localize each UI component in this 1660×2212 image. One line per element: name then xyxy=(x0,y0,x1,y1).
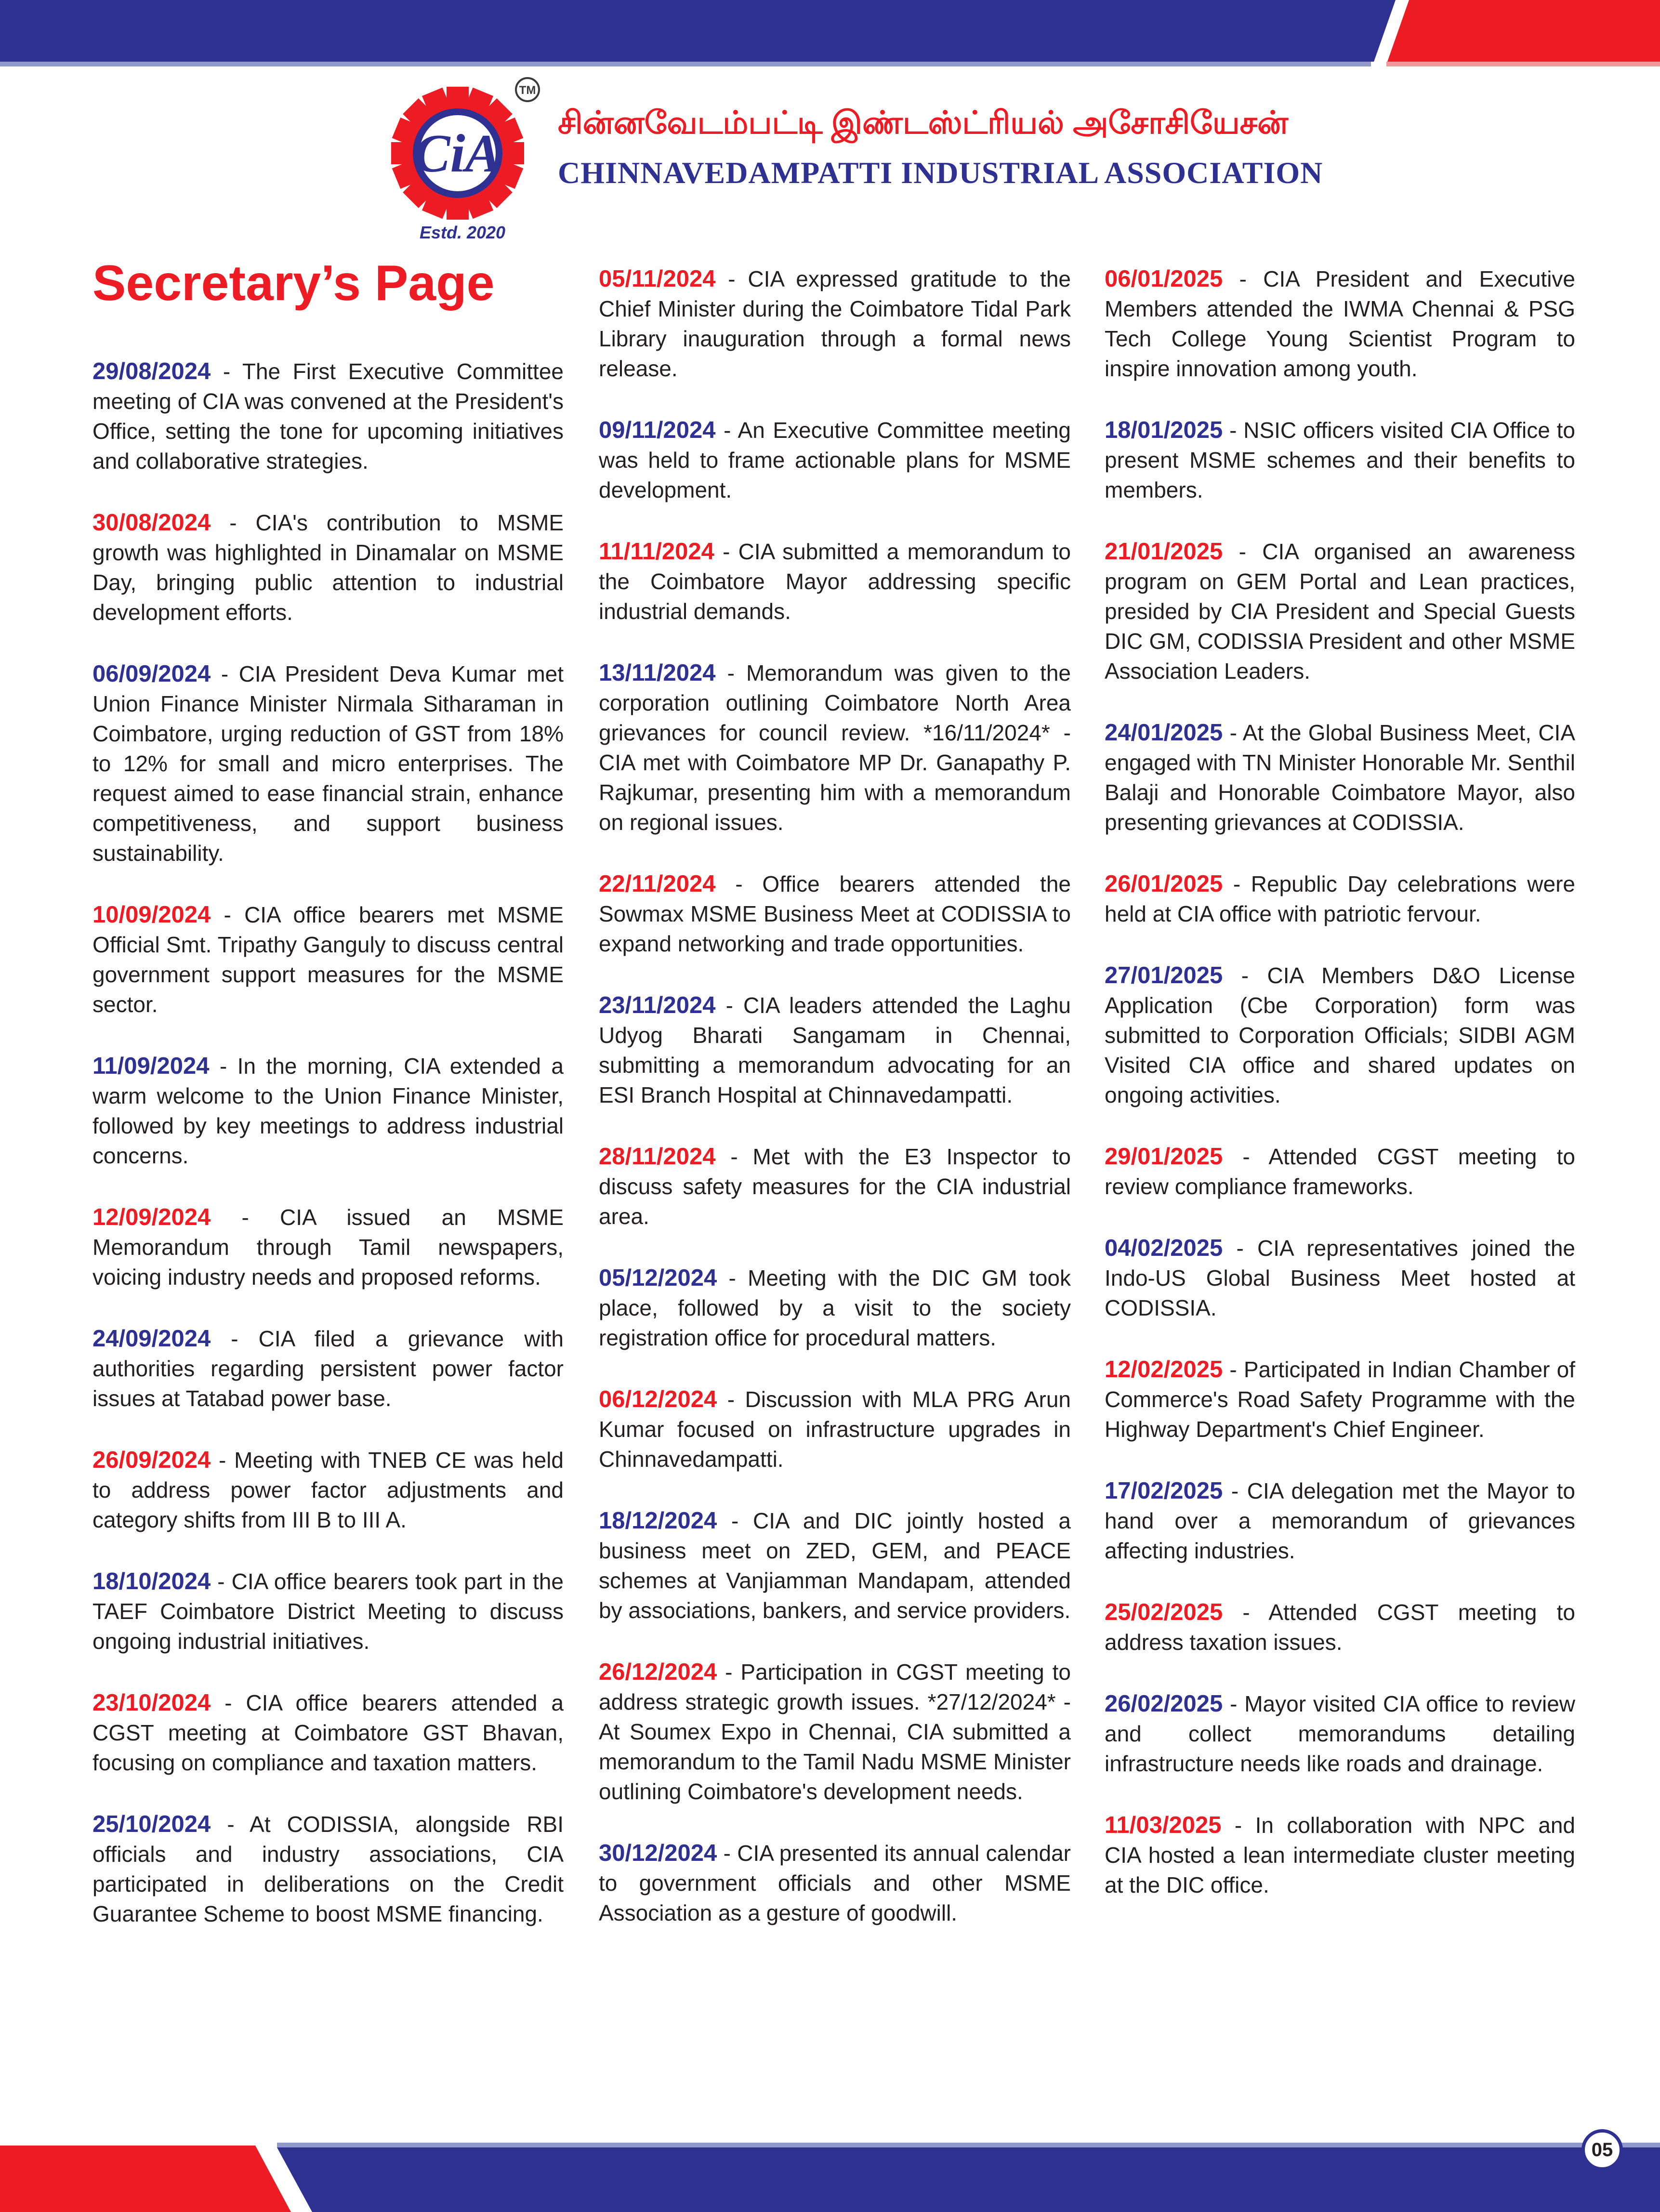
entry-text: - At the Global Business Meet, CIA engaged with TN Minister Honorable Mr. Senthil Balaji and Honorable Coimbatore Mayor, also presenting grievances at CODISSIA. xyxy=(1105,720,1576,835)
entry-text: - The First Executive Committee meeting of CIA was convened at the President's Office, setting the tone for upcoming initiatives and collaborative strategies. xyxy=(92,359,564,474)
top-banner xyxy=(0,0,1660,67)
entry-text: - Meeting with TNEB CE was held to address power factor adjustments and category shifts from III B to III A. xyxy=(92,1448,564,1532)
entry-date: 26/12/2024 xyxy=(599,1659,717,1685)
entry-text: - Participated in Indian Chamber of Commerce's Road Safety Programme with the Highway Department's Chief Engineer. xyxy=(1105,1357,1575,1442)
entry-text: - CIA representatives joined the Indo-US Global Business Meet hosted at CODISSIA. xyxy=(1105,1236,1575,1320)
events-column-3 xyxy=(1105,264,1575,1900)
bottom-banner xyxy=(0,2143,1660,2212)
entry-text: - An Executive Committee meeting was held to frame actionable plans for MSME development. xyxy=(599,418,1071,502)
event-entry xyxy=(599,658,1071,837)
event-entry xyxy=(92,1809,564,1929)
entry-date: 23/10/2024 xyxy=(92,1690,211,1716)
entry-date: 30/08/2024 xyxy=(92,510,211,536)
entry-text: - CIA Members D&O License Application (Cbe Corporation) form was submitted to Corporation Officials; SIDBI AGM Visited CIA office and shared updates on ongoing activities. xyxy=(1105,963,1575,1107)
bottom-banner-blue-overline xyxy=(277,2143,1660,2147)
entry-text: - CIA delegation met the Mayor to hand over a memorandum of grievances affecting industries. xyxy=(1105,1478,1575,1563)
entry-date: 27/01/2025 xyxy=(1105,962,1223,988)
entry-date: 28/11/2024 xyxy=(599,1144,716,1170)
event-entry xyxy=(92,1051,564,1171)
entry-date: 29/01/2025 xyxy=(1105,1144,1223,1170)
entry-text: - CIA organised an awareness program on GEM Portal and Lean practices, presided by CIA President and Special Guests DIC GM, CODISSIA President and other MSME Association Leaders. xyxy=(1105,539,1575,684)
entry-date: 10/09/2024 xyxy=(92,902,211,928)
event-entry xyxy=(1105,718,1575,837)
entry-text: - CIA office bearers met MSME Official Smt. Tripathy Ganguly to discuss central government support measures for the MSME sector. xyxy=(92,902,564,1017)
entry-date: 30/12/2024 xyxy=(599,1840,717,1866)
event-entry xyxy=(92,900,564,1019)
event-entry xyxy=(599,1657,1071,1806)
event-entry xyxy=(599,1838,1071,1928)
entry-text: - Attended CGST meeting to address taxation issues. xyxy=(1105,1600,1575,1655)
logo-estd-label: Estd. 2020 xyxy=(419,223,506,242)
entry-text: - In collaboration with NPC and CIA hosted a lean intermediate cluster meeting at the DIC office. xyxy=(1105,1813,1575,1897)
entry-date: 18/01/2025 xyxy=(1105,417,1223,443)
entry-date: 22/11/2024 xyxy=(599,871,716,897)
entry-date: 25/10/2024 xyxy=(92,1811,211,1837)
entry-date: 11/09/2024 xyxy=(92,1053,210,1079)
entry-date: 23/11/2024 xyxy=(599,992,716,1018)
event-entry xyxy=(599,1263,1071,1353)
trademark-icon: TM xyxy=(519,84,536,97)
page-title: Secretary’s Page xyxy=(92,255,495,311)
page-number-badge: 05 xyxy=(1581,2129,1623,2171)
events-column-1 xyxy=(92,356,564,1929)
entry-date: 06/12/2024 xyxy=(599,1386,717,1412)
org-name-tamil: சின்னவேடம்பட்டி இண்டஸ்ட்ரியல் அசோசியேசன் xyxy=(558,105,1289,140)
event-entry xyxy=(599,1384,1071,1474)
event-entry xyxy=(599,990,1071,1110)
entry-text: - Participation in CGST meeting to address strategic growth issues. *27/12/2024* - At Soumex Expo in Chennai, CIA submitted a memorandum to the Tamil Nadu MSME Minister outlining Coimbatore's development needs. xyxy=(599,1659,1071,1804)
entry-text: - CIA and DIC jointly hosted a business meet on ZED, GEM, and PEACE schemes at Vanjiamman Mandapam, attended by associations, bankers, and service providers. xyxy=(599,1508,1071,1623)
entry-text: - NSIC officers visited CIA Office to present MSME schemes and their benefits to members. xyxy=(1105,418,1575,502)
entry-text: - At CODISSIA, alongside RBI officials and industry associations, CIA participated in deliberations on the Credit Guarantee Scheme to boost MSME financing. xyxy=(92,1812,564,1926)
entry-date: 06/09/2024 xyxy=(92,661,211,687)
entry-date: 24/09/2024 xyxy=(92,1326,211,1352)
event-entry xyxy=(1105,961,1575,1110)
entry-date: 05/11/2024 xyxy=(599,266,716,292)
event-entry xyxy=(599,415,1071,505)
event-entry xyxy=(92,508,564,627)
entry-date: 26/01/2025 xyxy=(1105,871,1223,897)
entry-date: 18/10/2024 xyxy=(92,1568,211,1594)
event-entry xyxy=(1105,415,1575,505)
event-entry xyxy=(599,1506,1071,1625)
event-entry xyxy=(599,264,1071,383)
entry-date: 26/09/2024 xyxy=(92,1447,211,1473)
entry-text: - CIA President Deva Kumar met Union Finance Minister Nirmala Sitharaman in Coimbatore, urging reduction of GST from 18% to 12% for small and micro enterprises. The request aimed to ease financial strain, enhance competitiveness, and support business sustainability. xyxy=(92,661,564,866)
entry-date: 11/03/2025 xyxy=(1105,1812,1222,1838)
event-entry xyxy=(1105,869,1575,929)
entry-text: - Meeting with the DIC GM took place, followed by a visit to the society registration office for procedural matters. xyxy=(599,1265,1071,1350)
event-entry xyxy=(92,1324,564,1413)
entry-date: 09/11/2024 xyxy=(599,417,716,443)
entry-text: - Republic Day celebrations were held at CIA office with patriotic fervour. xyxy=(1105,871,1575,926)
event-entry xyxy=(92,1445,564,1535)
event-entry xyxy=(1105,264,1575,383)
event-entry xyxy=(599,869,1071,959)
entry-text: - CIA President and Executive Members attended the IWMA Chennai & PSG Tech College Young Scientist Program to inspire innovation among youth. xyxy=(1105,266,1575,381)
entry-text: - CIA submitted a memorandum to the Coimbatore Mayor addressing specific industrial demands. xyxy=(599,539,1071,624)
entry-date: 29/08/2024 xyxy=(92,358,211,384)
event-entry xyxy=(1105,537,1575,686)
event-entry xyxy=(92,1688,564,1778)
entry-date: 12/09/2024 xyxy=(92,1204,211,1230)
entry-text: - In the morning, CIA extended a warm welcome to the Union Finance Minister, followed by key meetings to address industrial concerns. xyxy=(92,1053,564,1168)
event-entry xyxy=(1105,1142,1575,1201)
entry-date: 05/12/2024 xyxy=(599,1265,717,1291)
entry-date: 21/01/2025 xyxy=(1105,539,1223,565)
entry-text: - CIA presented its annual calendar to government officials and other MSME Association as a gesture of goodwill. xyxy=(599,1841,1071,1925)
entry-text: - CIA office bearers attended a CGST meeting at Coimbatore GST Bhavan, focusing on compliance and taxation matters. xyxy=(92,1690,564,1775)
entry-text: - Mayor visited CIA office to review and collect memorandums detailing infrastructure needs like roads and drainage. xyxy=(1105,1691,1576,1776)
entry-text: - CIA leaders attended the Laghu Udyog Bharati Sangamam in Chennai, submitting a memorandum advocating for an ESI Branch Hospital at Chinnavedampatti. xyxy=(599,993,1071,1107)
entry-text: - Discussion with MLA PRG Arun Kumar focused on infrastructure upgrades in Chinnavedampatti. xyxy=(599,1387,1071,1472)
entry-date: 24/01/2025 xyxy=(1105,720,1223,746)
entry-text: - CIA issued an MSME Memorandum through Tamil newspapers, voicing industry needs and proposed reforms. xyxy=(92,1205,564,1290)
event-entry xyxy=(1105,1810,1575,1900)
event-entry xyxy=(92,1202,564,1292)
entry-text: - Attended CGST meeting to review compliance frameworks. xyxy=(1105,1144,1575,1199)
event-entry xyxy=(1105,1689,1575,1778)
entry-date: 12/02/2025 xyxy=(1105,1356,1223,1382)
org-name-english: CHINNAVEDAMPATTI INDUSTRIAL ASSOCIATION xyxy=(558,156,1323,190)
entry-date: 25/02/2025 xyxy=(1105,1599,1223,1625)
entry-text: - CIA filed a grievance with authorities regarding persistent power factor issues at Tatabad power base. xyxy=(92,1326,564,1411)
event-entry xyxy=(92,1567,564,1656)
entry-date: 11/11/2024 xyxy=(599,539,714,565)
event-entry xyxy=(1105,1476,1575,1566)
entry-text: - Memorandum was given to the corporation outlining Coimbatore North Area grievances for council review. *16/11/2024* - CIA met with Coimbatore MP Dr. Ganapathy P. Rajkumar, presenting him with a memorandum on regional issues. xyxy=(599,660,1071,835)
event-entry xyxy=(1105,1233,1575,1323)
top-banner-blue-underline xyxy=(0,62,1371,66)
entry-text: - Office bearers attended the Sowmax MSME Business Meet at CODISSIA to expand networking and trade opportunities. xyxy=(599,871,1071,956)
cia-gear-logo-icon xyxy=(381,71,544,230)
entry-date: 13/11/2024 xyxy=(599,660,716,686)
entry-date: 04/02/2025 xyxy=(1105,1235,1223,1261)
entry-date: 17/02/2025 xyxy=(1105,1478,1223,1504)
event-entry xyxy=(92,659,564,868)
event-entry xyxy=(599,1142,1071,1231)
event-entry xyxy=(1105,1355,1575,1444)
entry-text: - CIA expressed gratitude to the Chief Minister during the Coimbatore Tidal Park Library inauguration through a formal news release. xyxy=(599,266,1071,381)
top-banner-red-underline xyxy=(1386,62,1660,66)
event-entry xyxy=(92,356,564,476)
entry-text: - CIA's contribution to MSME growth was highlighted in Dinamalar on MSME Day, bringing public attention to industrial development efforts. xyxy=(92,510,564,625)
logo-monogram: CiA xyxy=(414,124,501,184)
entry-text: - Met with the E3 Inspector to discuss safety measures for the CIA industrial area. xyxy=(599,1144,1071,1229)
events-column-2 xyxy=(599,264,1071,1928)
event-entry xyxy=(1105,1597,1575,1657)
entry-text: - CIA office bearers took part in the TAEF Coimbatore District Meeting to discuss ongoing industrial initiatives. xyxy=(92,1569,564,1654)
entry-date: 18/12/2024 xyxy=(599,1508,717,1534)
entry-date: 06/01/2025 xyxy=(1105,266,1223,292)
event-entry xyxy=(599,537,1071,626)
entry-date: 26/02/2025 xyxy=(1105,1691,1223,1717)
